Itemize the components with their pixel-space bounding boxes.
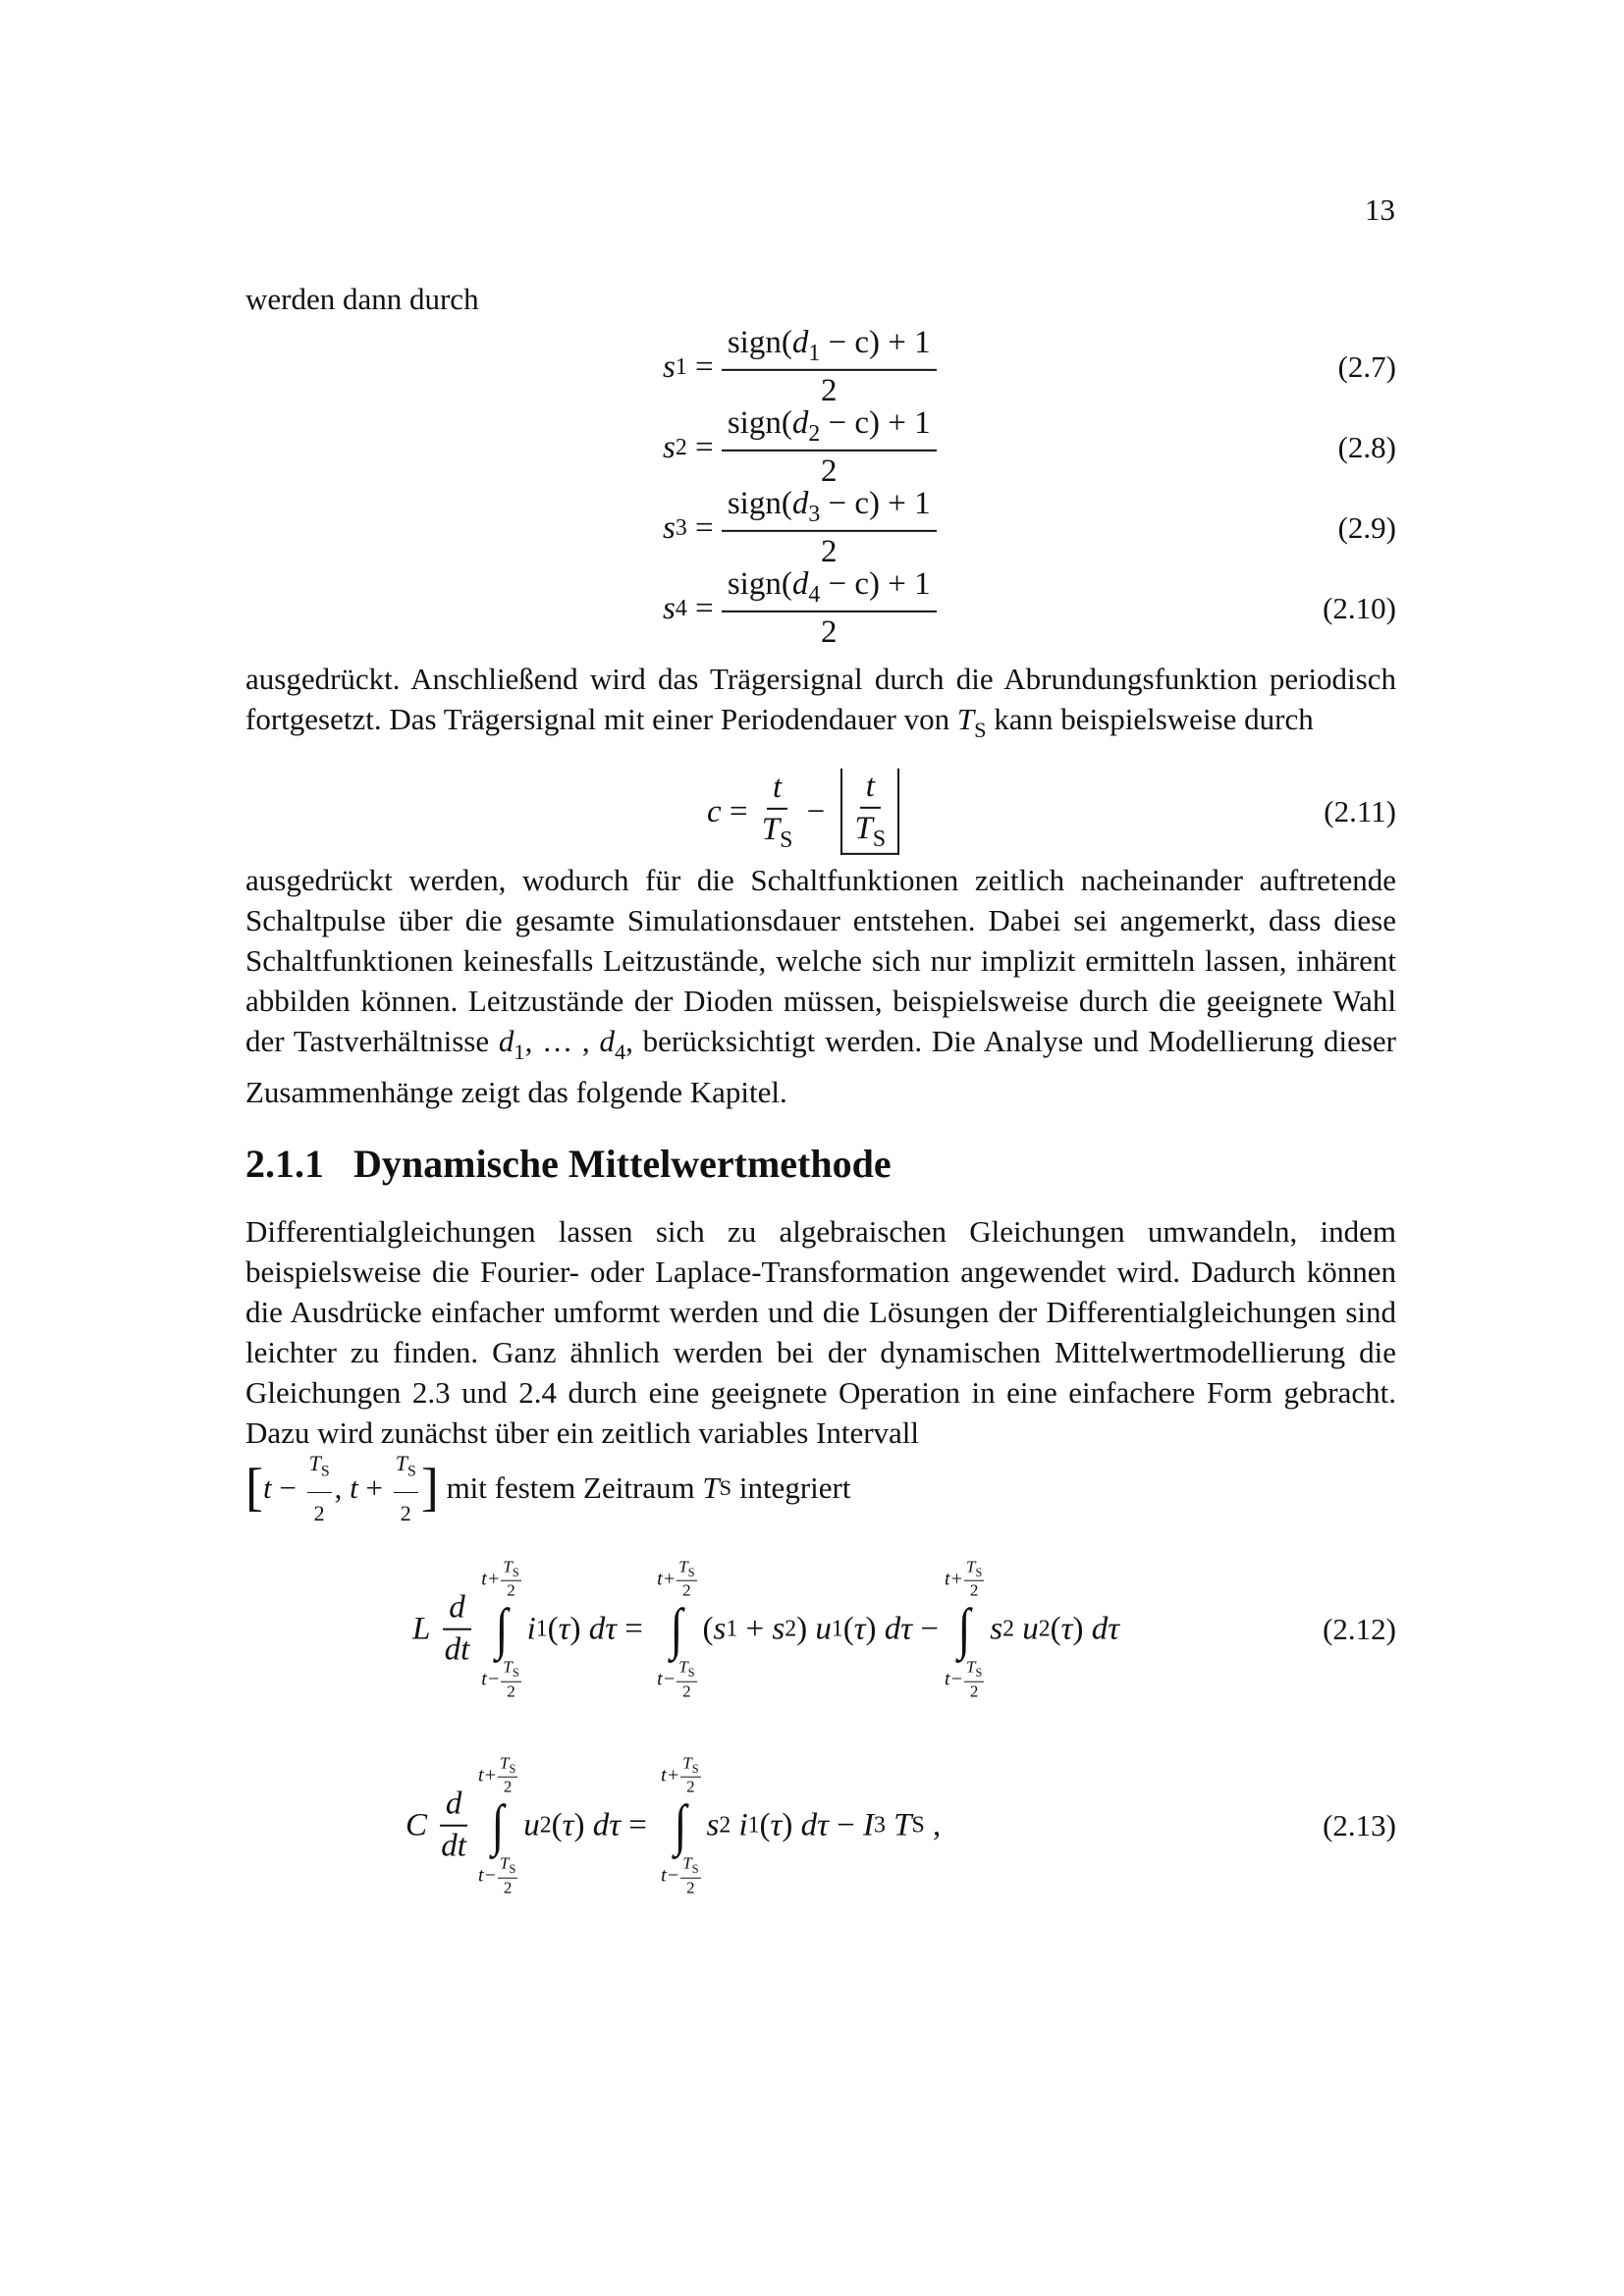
eq-fraction — [722, 486, 937, 570]
eq-fraction — [722, 325, 937, 409]
eq-lhs: s — [663, 348, 676, 385]
equation-number: (2.10) — [1323, 591, 1396, 625]
text-run: ausgedrückt. Anschließend wird das Trägersignal durch die Abrundungsfunktion periodisch fortgesetzt. Das Trägersignal mit einer Periodendauer von — [245, 662, 1396, 736]
equation-number: (2.9) — [1337, 510, 1396, 545]
eq-d-sub: 1 — [808, 341, 821, 367]
integral-sign: t+ $T_S$ 2 ∫ t− $T_S$ 2 — [477, 1753, 516, 1897]
math-d-sub: 4 — [614, 1039, 626, 1064]
text-run: integriert — [731, 1470, 851, 1506]
eq-d-sub: 2 — [808, 421, 821, 448]
eq-lhs-sub: 3 — [675, 514, 687, 541]
eq-T-sub: S — [872, 827, 887, 853]
text-run: , … , — [524, 1024, 600, 1058]
eq-C: C — [406, 1807, 428, 1843]
eq-num-b: − c) + 1 — [820, 565, 931, 602]
eq-I: I — [863, 1807, 875, 1843]
equation-2-8: s 2 = $\frac{sign(d_2 - c) + 1}{2}$ (2.8) — [663, 404, 1396, 490]
half-period-fraction: $T_S$ 2 — [307, 1443, 332, 1533]
text-run: mit festem Zeitraum — [438, 1470, 703, 1506]
section-number: 2.1.1 — [245, 1142, 324, 1186]
equation-number: (2.11) — [1324, 794, 1396, 828]
eq-num-a: sign( — [727, 404, 792, 441]
paragraph-switching — [245, 860, 1396, 1112]
math-T: T — [702, 1470, 720, 1506]
math-d: d — [599, 1024, 615, 1058]
eq-num-b: − c) + 1 — [820, 404, 931, 441]
section-heading — [245, 1141, 892, 1187]
eq-num-a: sign( — [727, 565, 792, 602]
equation-2-7: s 1 = $\frac{sign(d_1 - c) + 1}{2}$ (2.7) — [663, 324, 1396, 409]
text-run: , berücksichtigt werden. Die Analyse und Modellierung dieser Zusammenhänge zeigt das folgende Kapitel. — [245, 1024, 1396, 1109]
eq-fraction — [756, 770, 799, 854]
eq-lhs: s — [663, 590, 676, 626]
paragraph-method — [245, 1211, 1396, 1453]
eq-T-sub: S — [780, 828, 793, 854]
eq-u: u — [1022, 1611, 1039, 1647]
eq-fraction — [722, 566, 937, 651]
eq-num-a: sign( — [727, 324, 792, 360]
eq-u: u — [815, 1611, 832, 1647]
eq-fraction — [722, 405, 937, 490]
eq-comma: , — [932, 1807, 942, 1843]
math-d-sub: 1 — [514, 1039, 525, 1064]
eq-den: 2 — [820, 454, 838, 490]
integral-sign: t+ $T_S$ 2 ∫ t− $T_S$ 2 — [944, 1557, 983, 1701]
eq-lhs-sub: 4 — [675, 595, 687, 621]
eq-s: s — [713, 1611, 727, 1647]
eq-lhs-sub: 1 — [675, 353, 687, 380]
equation-number: (2.13) — [1323, 1808, 1396, 1842]
eq-num-b: − c) + 1 — [820, 324, 931, 360]
equation-2-13: C $\frac{d}{dt}$ t+ $T_S$ 2 ∫ t− $T_S$ 2 u 2 ( τ ) dτ = t+ $T_S$ 2 ∫ t− $T_S$ 2 s 2 i 1 ( τ ) dτ − I 3 T S , (2.13) — [406, 1753, 1396, 1897]
eq-L: L — [412, 1611, 431, 1647]
equation-number: (2.7) — [1337, 349, 1396, 384]
text-run: kann beispielsweise durch — [986, 702, 1314, 736]
eq-den: 2 — [820, 373, 838, 409]
section-title: Dynamische Mittelwertmethode — [353, 1142, 892, 1186]
eq-num-b: − c) + 1 — [820, 485, 931, 521]
equation-2-12: L $\frac{d}{dt}$ t+ $T_S$ 2 ∫ t− $T_S$ 2 i 1 ( τ ) dτ = t+ $T_S$ 2 ∫ t− $T_S$ 2 ( s 1 + s 2 ) u 1 ( τ ) dτ − t+ $T_S$ 2 ∫ t− $T_S$ 2 s 2 u 2 ( τ ) dτ (2.12) — [412, 1557, 1396, 1701]
eq-d: d — [791, 485, 809, 521]
right-bracket: ] — [420, 1458, 439, 1518]
eq-num-t: t — [860, 769, 881, 809]
eq-lhs-sub: 2 — [675, 434, 687, 460]
math-T-sub: S — [719, 1475, 732, 1501]
equation-number: (2.8) — [1337, 430, 1396, 464]
eq-i: i — [526, 1611, 536, 1647]
eq-d: d — [791, 324, 809, 360]
equation-2-10: s 4 = $\frac{sign(d_4 - c) + 1}{2}$ (2.10) — [663, 565, 1396, 651]
paragraph-intro: werden dann durch — [245, 282, 479, 316]
floor-bracket — [840, 769, 899, 855]
eq-den: 2 — [820, 614, 838, 651]
eq-d: d — [791, 404, 809, 441]
eq-T: T — [761, 811, 781, 847]
integral-sign: t+ $T_S$ 2 ∫ t− $T_S$ 2 — [661, 1753, 699, 1897]
eq-num-a: sign( — [727, 485, 792, 521]
half-period-fraction: $T_S$ 2 — [394, 1443, 418, 1533]
text-run: Differentialgleichungen lassen sich zu algebraischen Gleichungen umwandeln, indem beispielsweise die Fourier- oder Laplace-Transformation angewendet wird. Dadurch können die Ausdrücke einfacher umformt werden und die Lösungen der Differentialgleichungen sind leichter zu finden. Ganz ähnlich werden bei der dynamischen Mittelwertmodellierung die Gleichungen 2.3 und 2.4 durch eine geeignete Operation in eine einfachere Form gebracht. Dazu wird zunächst über ein zeitlich variables Intervall — [245, 1214, 1396, 1450]
eq-lhs: s — [663, 509, 676, 546]
left-bracket: [ — [245, 1458, 263, 1518]
math-T: T — [956, 702, 975, 736]
equation-2-11: c = $\frac{t}{T_S}$ − $\frac{t}{T_S}$ (2.11) — [707, 768, 1396, 854]
text-run: ausgedrückt werden, wodurch für die Schaltfunktionen zeitlich nacheinander auftretende Schaltpulse über die gesamte Simulationsdauer entstehen. Dabei sei angemerkt, dass diese Schaltfunktionen keinesfalls Leitzustände, welche sich nur implizit ermitteln lassen, inhärent abbilden können. Leitzustände der Dioden müssen, beispielsweise durch die geeignete Wahl der Tastverhältnisse — [245, 863, 1396, 1058]
equation-2-9: s 3 = $\frac{sign(d_3 - c) + 1}{2}$ (2.9) — [663, 485, 1396, 570]
equation-number: (2.12) — [1323, 1612, 1396, 1646]
eq-d: d — [791, 565, 809, 602]
eq-T: T — [854, 810, 873, 846]
interval-line: [ t − $T_S$ 2 , t + $T_S$ 2 ] mit festem Zeitraum T S integriert — [245, 1443, 1396, 1533]
eq-d-sub: 3 — [808, 502, 821, 528]
eq-I-sub: 3 — [874, 1812, 886, 1839]
eq-den: 2 — [820, 534, 838, 570]
eq-num-t: t — [767, 770, 787, 810]
integral-sign: t+ $T_S$ 2 ∫ t− $T_S$ 2 — [657, 1557, 695, 1701]
eq-s: s — [772, 1611, 785, 1647]
paragraph-carrier — [245, 659, 1396, 750]
integral-sign: t+ $T_S$ 2 ∫ t− $T_S$ 2 — [481, 1557, 519, 1701]
page-number: 13 — [1365, 192, 1395, 227]
eq-d-sub: 4 — [808, 582, 821, 609]
eq-lhs: s — [663, 429, 676, 465]
math-d: d — [498, 1024, 514, 1058]
eq-lhs: c — [707, 793, 722, 829]
math-T-sub: S — [974, 717, 987, 742]
